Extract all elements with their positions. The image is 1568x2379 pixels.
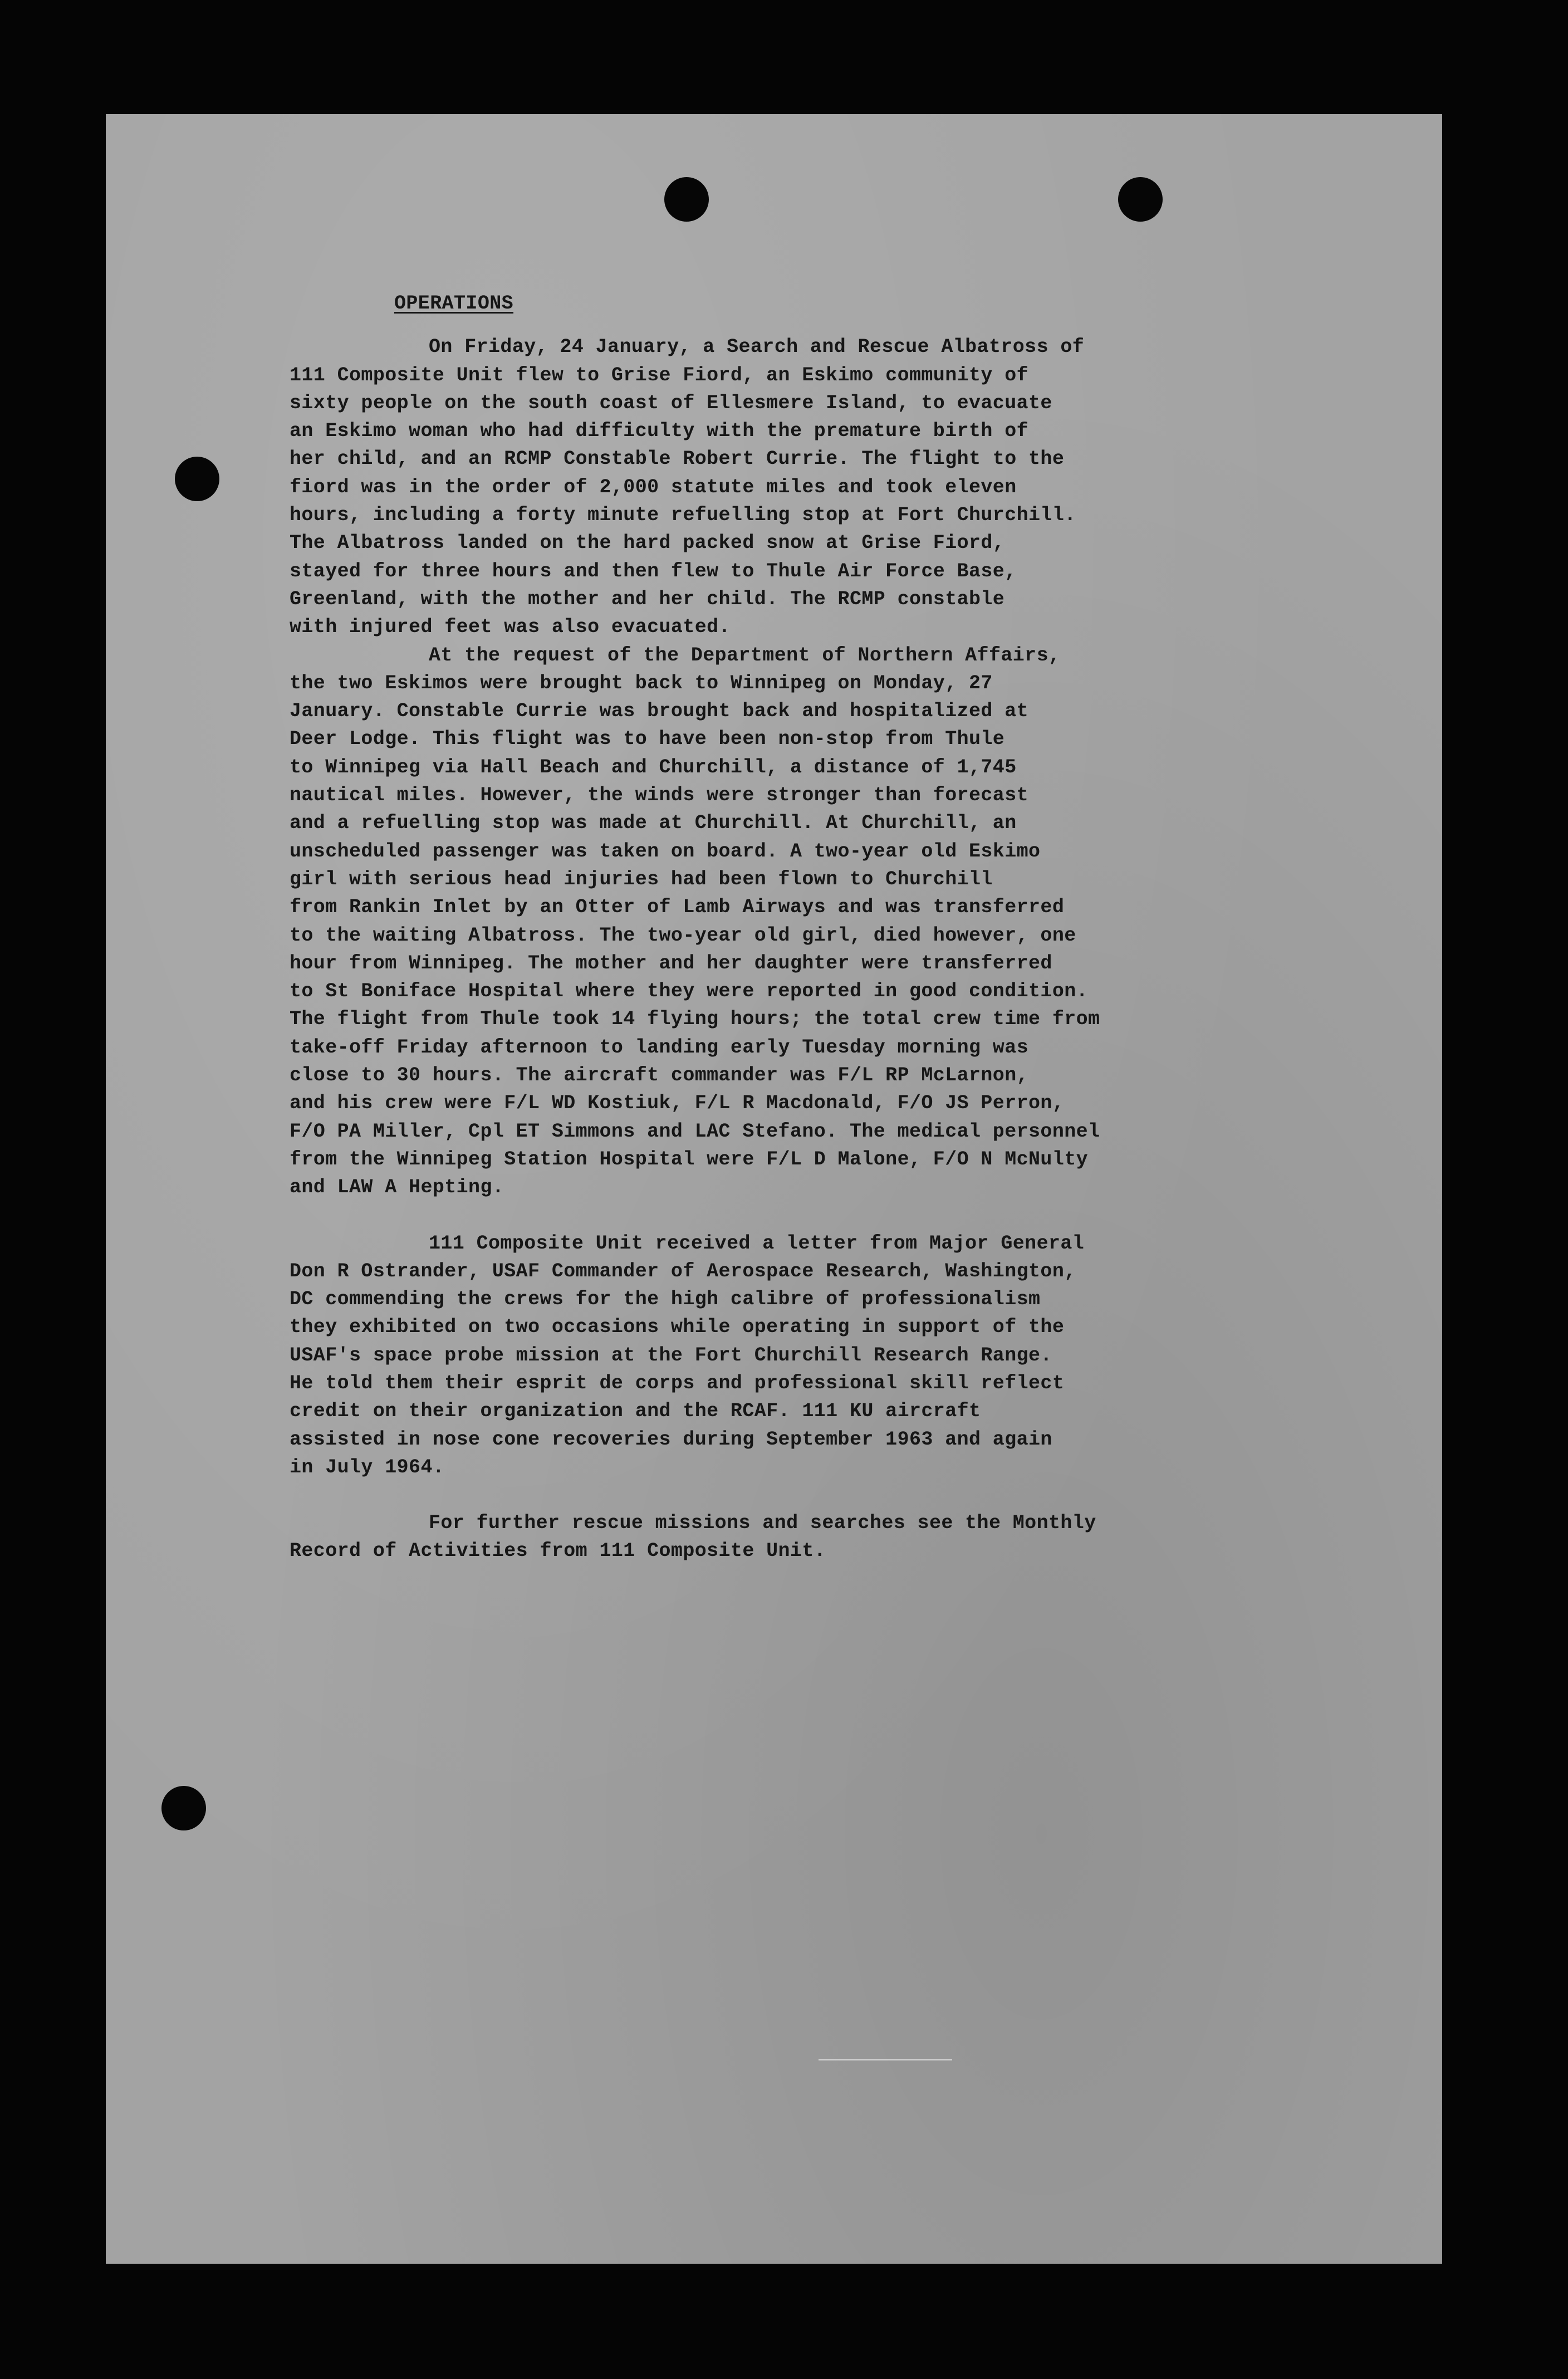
punch-hole xyxy=(175,457,219,501)
punch-hole xyxy=(1118,177,1163,222)
paragraph-return-flight: At the request of the Department of Northern Affairs, the two Eskimos were brought back to Winnipeg on Monday, 27 January. Constable Currie was brought back and hospitalized at Deer Lodge. This flight was to have been non-stop from Thule to Winnipeg via Hall Beach and Churchill, a distance of 1,745 nautical miles. However, the winds were stronger than forecast and a refuelling stop was made at Churchill. At Churchill, an unscheduled passenger was taken on board. A two-year old Eskimo girl with serious head injuries had been flown to Churchill from Rankin Inlet by an Otter of Lamb Airways and was transferred to the waiting Albatross. The two-year old girl, died however, one hour from Winnipeg. The mother and her daughter were transferred to St Boniface Hospital where they were reported in good condition. The flight from Thule took 14 flying hours; the total crew time from take-off Friday afternoon to landing early Tuesday morning was close to 30 hours. The aircraft commander was F/L RP McLarnon, and his crew were F/L WD Kostiuk, F/L R Macdonald, F/O JS Perron, F/O PA Miller, Cpl ET Simmons and LAC Stefano. The medical personnel from the Winnipeg Station Hospital were F/L D Malone, F/O N McNulty and LAW A Hepting. xyxy=(290,644,1100,1199)
paragraph-further-missions: For further rescue missions and searches see the Monthly Record of Activities from 111 Composite Unit. xyxy=(290,1512,1096,1563)
section-heading: OPERATIONS xyxy=(394,292,514,315)
paragraph-usaf-letter: 111 Composite Unit received a letter from Major General Don R Ostrander, USAF Commander of Aerospace Research, Washington, DC commending the crews for the high calibre of professionalism they exhibited on two occasions while operating in support of the USAF's space probe mission at the Fort Churchill Research Range. He told them their esprit de corps and professional skill reflect credit on their organization and the RCAF. 111 KU aircraft assisted in nose cone recoveries during September 1963 and again in July 1964. xyxy=(290,1232,1085,1479)
punch-hole xyxy=(664,177,709,222)
paragraph-rescue-grise-fiord: On Friday, 24 January, a Search and Rescue Albatross of 111 Composite Unit flew to Grise Fiord, an Eskimo community of sixty people on the south coast of Ellesmere Island, to evacuate an Eskimo woman who had difficulty with the premature birth of her child, and an RCMP Constable Robert Currie. The flight to the fiord was in the order of 2,000 statute miles and took eleven hours, including a forty minute refuelling stop at Fort Churchill. The Albatross landed on the hard packed snow at Grise Fiord, stayed for three hours and then flew to Thule Air Force Base, Greenland, with the mother and her child. The RCMP constable with injured feet was also evacuated. xyxy=(290,336,1085,639)
scratch-mark xyxy=(819,2059,952,2060)
document-body xyxy=(290,290,1364,1565)
punch-hole xyxy=(161,1786,206,1830)
